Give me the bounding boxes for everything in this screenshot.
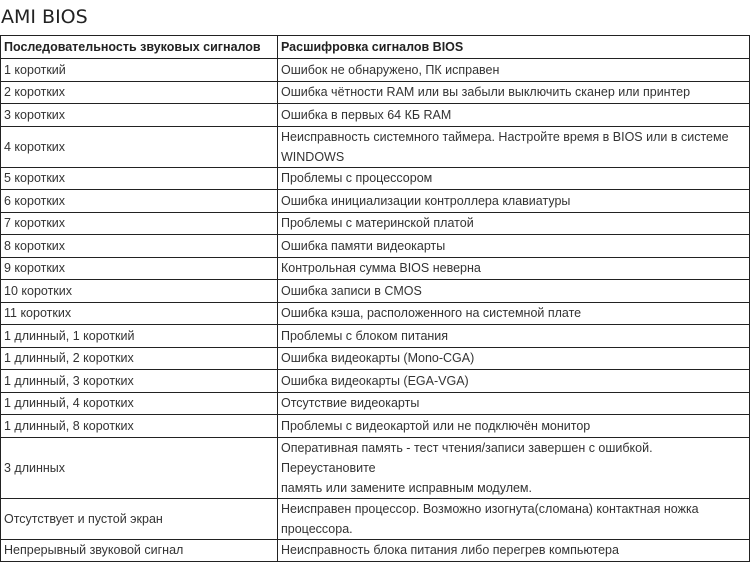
- signal-cell: 1 длинный, 2 коротких: [1, 347, 278, 370]
- table-row: [1, 81, 750, 104]
- meaning-cell: [278, 212, 750, 235]
- meaning-line: память или замените исправным модулем.: [281, 480, 533, 495]
- meaning-line: Оперативная память - тест чтения/записи завершен с ошибкой. Переустановите: [281, 440, 653, 475]
- signal-cell: 1 длинный, 8 коротких: [1, 415, 278, 438]
- meaning-cell: [278, 302, 750, 325]
- meaning-cell: [278, 257, 750, 280]
- meaning-line: Проблемы с блоком питания: [281, 328, 449, 343]
- signal-cell: 9 коротких: [1, 257, 278, 280]
- signal-cell: 1 длинный, 1 короткий: [1, 325, 278, 348]
- signal-cell: 10 коротких: [1, 280, 278, 303]
- table-row: [1, 167, 750, 190]
- header-signal-meaning: Расшифровка сигналов BIOS: [278, 36, 750, 59]
- meaning-cell: [278, 347, 750, 370]
- signal-cell: 8 коротких: [1, 235, 278, 258]
- signal-cell: 7 коротких: [1, 212, 278, 235]
- table-row: [1, 370, 750, 393]
- meaning-cell: [278, 190, 750, 213]
- meaning-cell: [278, 167, 750, 190]
- signal-cell: 6 коротких: [1, 190, 278, 213]
- meaning-cell: [278, 392, 750, 415]
- meaning-line: Ошибка инициализации контроллера клавиатуры: [281, 193, 571, 208]
- meaning-line: Отсутствие видеокарты: [281, 396, 420, 411]
- meaning-cell: [278, 437, 750, 498]
- table-row: [1, 235, 750, 258]
- header-signal-sequence: Последовательность звуковых сигналов: [1, 36, 278, 59]
- meaning-cell: [278, 59, 750, 82]
- meaning-line: Ошибка в первых 64 КБ RAM: [281, 107, 452, 122]
- meaning-line: Ошибка видеокарты (EGA-VGA): [281, 373, 469, 388]
- signal-cell: Отсутствует и пустой экран: [1, 498, 278, 539]
- table-row: [1, 59, 750, 82]
- meaning-line: Ошибка чётности RAM или вы забыли выключить сканер или принтер: [281, 85, 691, 100]
- signal-cell: 1 короткий: [1, 59, 278, 82]
- signal-cell: 1 длинный, 3 коротких: [1, 370, 278, 393]
- meaning-cell: [278, 81, 750, 104]
- meaning-line: Проблемы с материнской платой: [281, 216, 474, 231]
- table-row: [1, 212, 750, 235]
- table-row: [1, 325, 750, 348]
- meaning-line: Неисправность блока питания либо перегрев компьютера: [281, 543, 619, 558]
- meaning-line: Ошибка кэша, расположенного на системной плате: [281, 306, 582, 321]
- table-row: [1, 392, 750, 415]
- meaning-line: Ошибок не обнаружено, ПК исправен: [281, 62, 500, 77]
- signal-cell: 3 коротких: [1, 104, 278, 127]
- table-body: [1, 59, 750, 562]
- meaning-cell: [278, 415, 750, 438]
- table-row: [1, 302, 750, 325]
- table-row: [1, 498, 750, 539]
- meaning-line: Проблемы с видеокартой или не подключён монитор: [281, 418, 591, 433]
- meaning-line: Ошибка записи в CMOS: [281, 283, 422, 298]
- meaning-line: Проблемы с процессором: [281, 171, 433, 186]
- signal-cell: 2 коротких: [1, 81, 278, 104]
- table-row: [1, 347, 750, 370]
- meaning-cell: [278, 104, 750, 127]
- meaning-cell: [278, 235, 750, 258]
- signal-cell: 3 длинных: [1, 437, 278, 498]
- meaning-cell: [278, 370, 750, 393]
- meaning-cell: [278, 325, 750, 348]
- table-row: [1, 539, 750, 562]
- meaning-line: WINDOWS: [281, 149, 345, 164]
- meaning-line: Неисправность системного таймера. Настройте время в BIOS или в системе: [281, 129, 729, 144]
- signal-cell: Непрерывный звуковой сигнал: [1, 539, 278, 562]
- meaning-cell: [278, 498, 750, 539]
- table-row: [1, 104, 750, 127]
- meaning-cell: [278, 280, 750, 303]
- meaning-cell: [278, 539, 750, 562]
- beep-codes-table: [0, 35, 750, 562]
- meaning-line: Ошибка памяти видеокарты: [281, 238, 446, 253]
- table-header-row: [1, 36, 750, 59]
- meaning-line: Контрольная сумма BIOS неверна: [281, 261, 481, 276]
- table-row: [1, 257, 750, 280]
- table-row: [1, 415, 750, 438]
- meaning-line: Ошибка видеокарты (Mono-CGA): [281, 351, 475, 366]
- meaning-cell: [278, 126, 750, 167]
- table-row: [1, 126, 750, 167]
- table-row: [1, 437, 750, 498]
- signal-cell: 11 коротких: [1, 302, 278, 325]
- signal-cell: 1 длинный, 4 коротких: [1, 392, 278, 415]
- table-row: [1, 190, 750, 213]
- meaning-line: процессора.: [281, 521, 353, 536]
- signal-cell: 5 коротких: [1, 167, 278, 190]
- table-row: [1, 280, 750, 303]
- signal-cell: 4 коротких: [1, 126, 278, 167]
- meaning-line: Неисправен процессор. Возможно изогнута(сломана) контактная ножка: [281, 501, 699, 516]
- page-title: AMI BIOS: [1, 6, 88, 28]
